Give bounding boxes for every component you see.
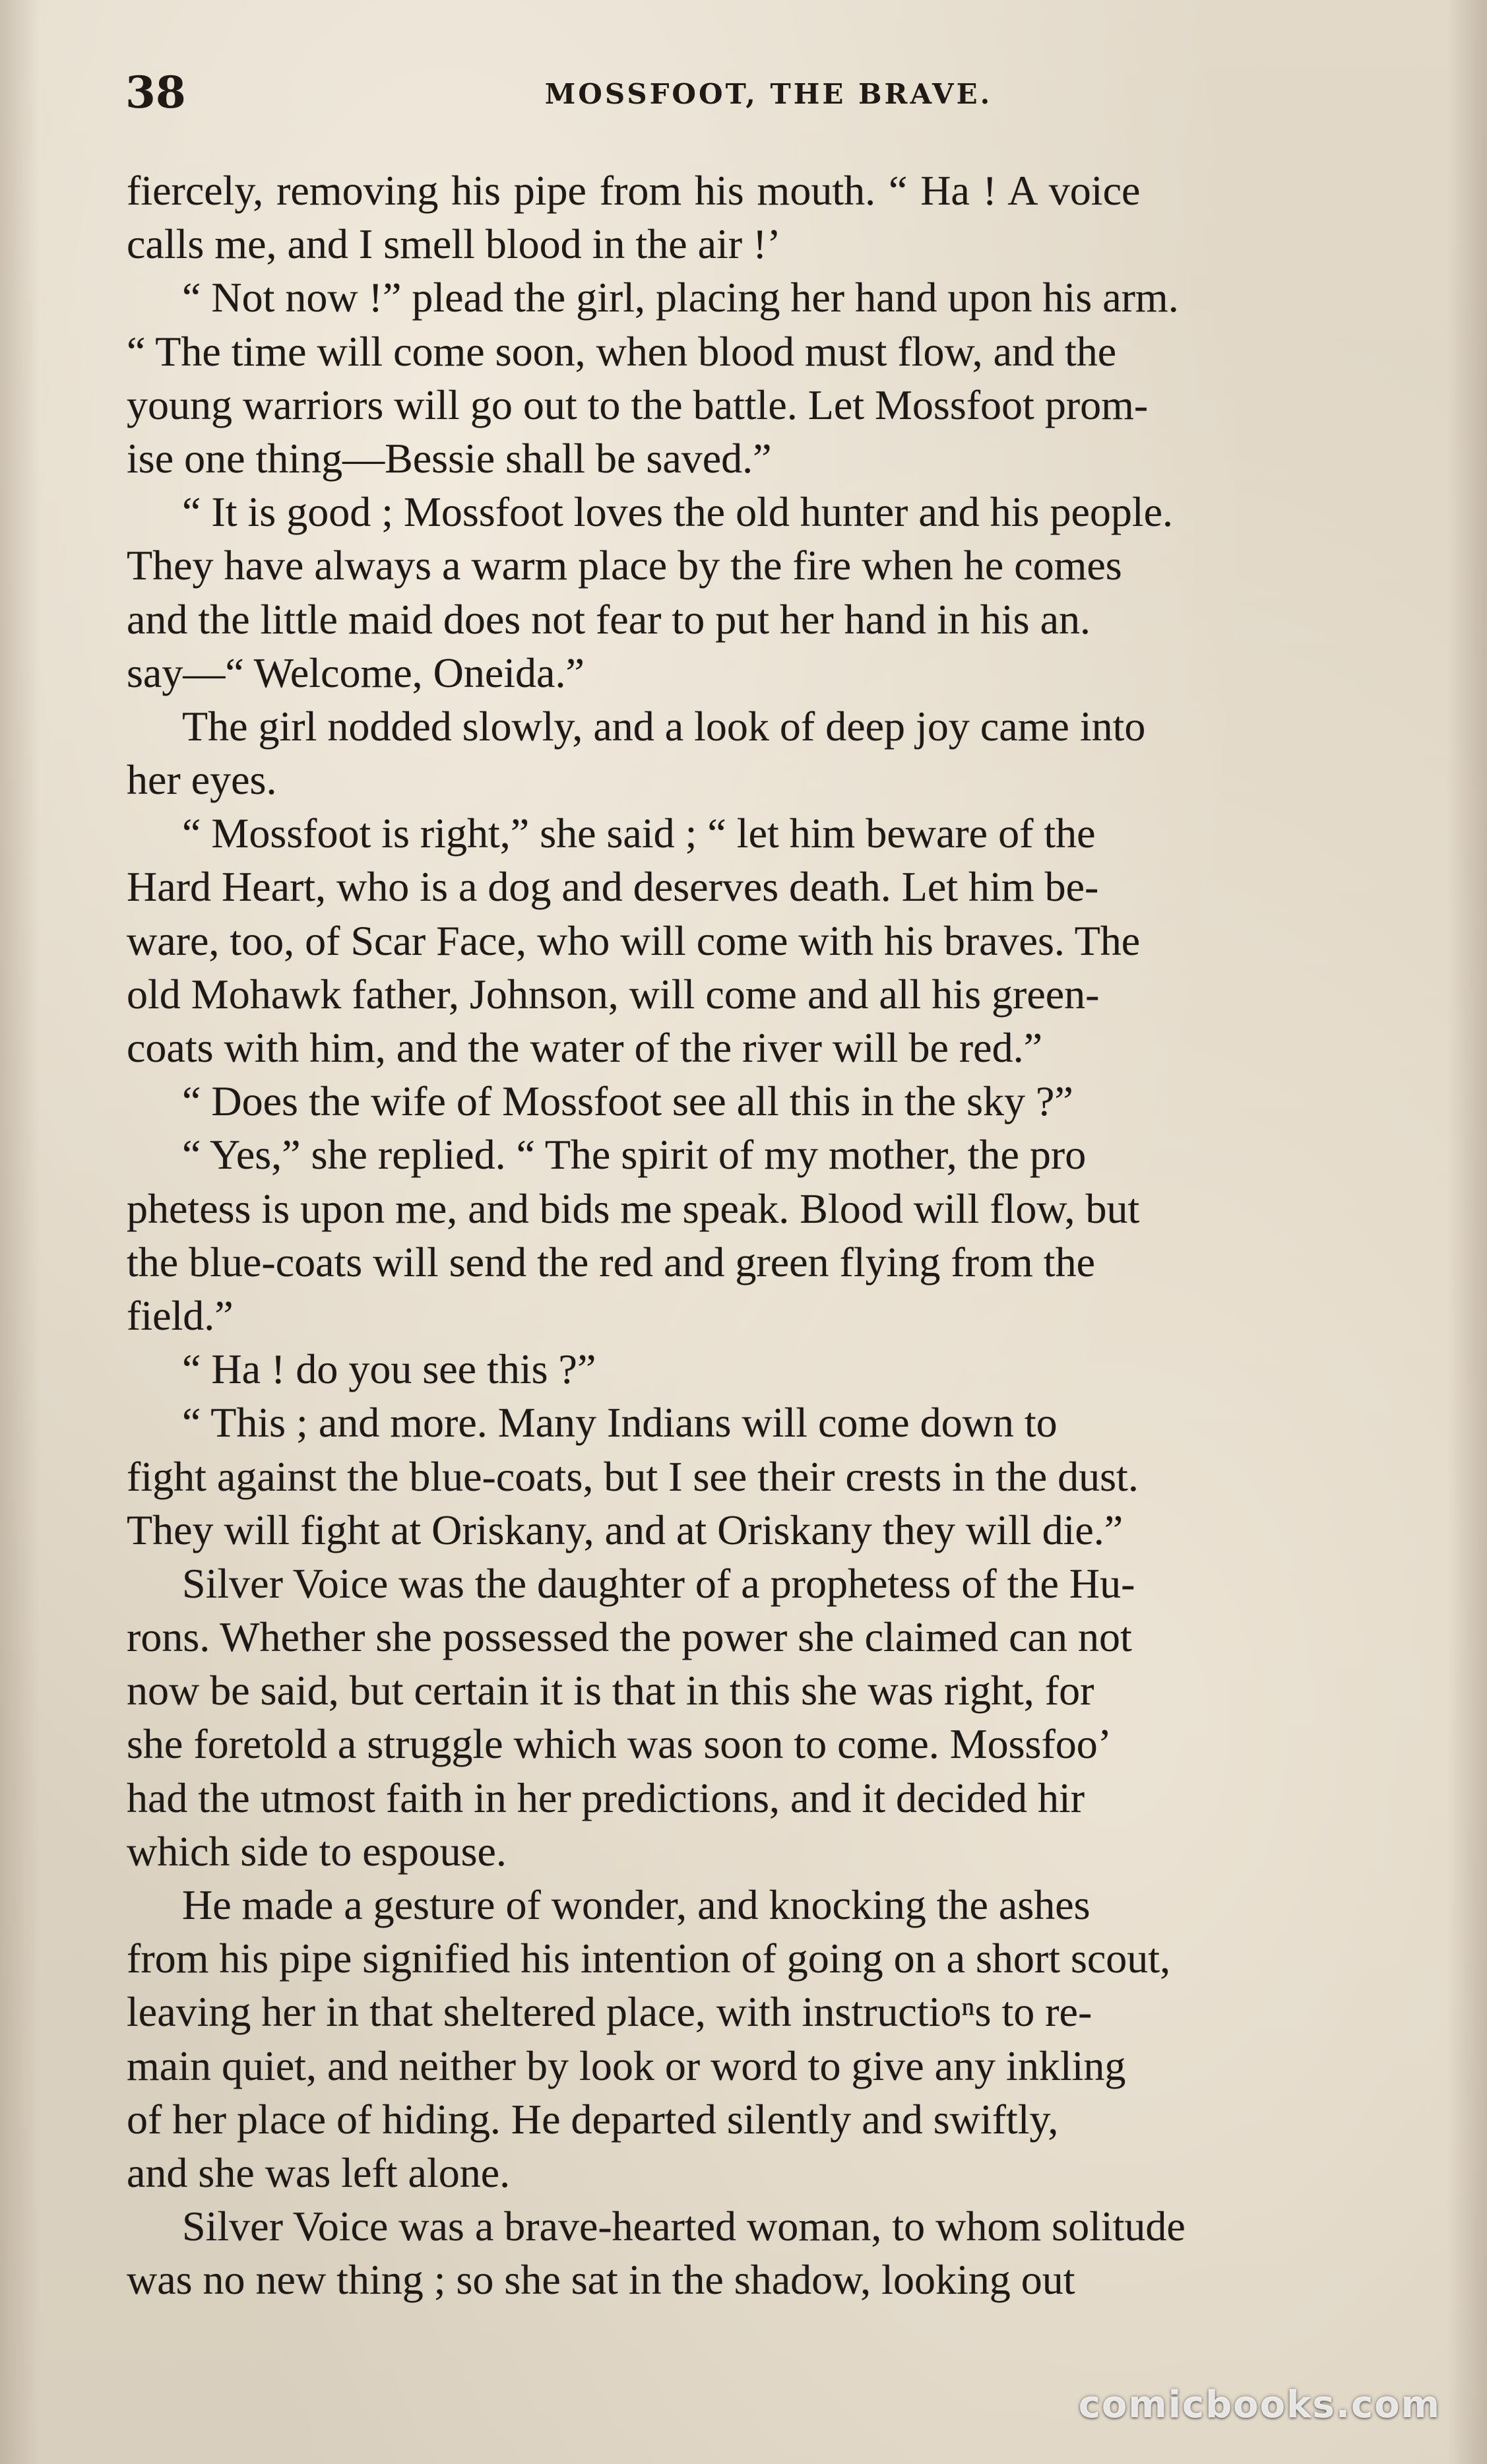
text-line: They will fight at Oriskany, and at Oriskany they will die.” [127, 1506, 1123, 1553]
text-line: “ The time will come soon, when blood must flow, and the [127, 327, 1117, 375]
text-line: the blue-coats will send the red and green flying from the [127, 1238, 1095, 1285]
text-line: was no new thing ; so she sat in the shadow, looking out [127, 2256, 1075, 2304]
text-line: The girl nodded slowly, and a look of deep joy came into [182, 702, 1146, 750]
text-line: “ This ; and more. Many Indians will come down to [182, 1399, 1058, 1446]
page-number: 38 [125, 67, 186, 118]
text-line: “ Mossfoot is right,” she said ; “ let him beware of the [182, 810, 1096, 857]
text-line: “ Yes,” she replied. “ The spirit of my mother, the pro [182, 1131, 1087, 1179]
text-line: had the utmost faith in her predictions, and it decided hir [127, 1774, 1085, 1821]
text-line: ware, too, of Scar Face, who will come with his braves. The [127, 917, 1141, 964]
text-line: Silver Voice was the daughter of a prophetess of the Hu- [182, 1559, 1135, 1607]
text-line: “ Not now !” plead the girl, placing her hand upon his arm. [182, 274, 1179, 321]
text-line: and she was left alone. [127, 2149, 511, 2196]
text-line: He made a gesture of wonder, and knocking the ashes [182, 1881, 1091, 1928]
watermark-text: comicbooks.com [1078, 2383, 1441, 2426]
text-line: her eyes. [127, 756, 277, 804]
text-line: and the little maid does not fear to put her hand in his an. [127, 595, 1091, 643]
text-line: of her place of hiding. He departed silently and swiftly, [127, 2095, 1059, 2143]
text-line: which side to espouse. [127, 1827, 507, 1875]
text-line: rons. Whether she possessed the power she claimed can not [127, 1613, 1132, 1661]
text-line: Hard Heart, who is a dog and deserves death. Let him be- [127, 863, 1099, 911]
text-line: leaving her in that sheltered place, with instructioⁿs to re- [127, 1988, 1092, 2036]
text-line: say—“ Welcome, Oneida.” [127, 649, 585, 696]
text-line: coats with him, and the water of the river will be red.” [127, 1024, 1042, 1071]
text-line: “ It is good ; Mossfoot loves the old hunter and his people. [182, 488, 1174, 536]
running-head: MOSSFOOT, THE BRAVE. [544, 78, 993, 110]
text-line: “ Ha ! do you see this ?” [182, 1345, 596, 1393]
text-line: “ Does the wife of Mossfoot see all this in the sky ?” [182, 1078, 1073, 1125]
text-line: now be said, but certain it is that in this she was right, for [127, 1667, 1094, 1714]
text-line: from his pipe signified his intention of going on a short scout, [127, 1935, 1171, 1982]
left-page-shadow [0, 0, 40, 2464]
text-line: calls me, and I smell blood in the air !’ [127, 220, 781, 268]
text-line: They have always a warm place by the fire when he comes [127, 542, 1122, 589]
text-line: fight against the blue-coats, but I see their crests in the dust. [127, 1452, 1139, 1500]
text-line: young warriors will go out to the battle. Let Mossfoot prom- [127, 381, 1149, 428]
text-line: she foretold a struggle which was soon to come. Mossfoo’ [127, 1720, 1112, 1768]
text-line: main quiet, and neither by look or word to give any inkling [127, 2042, 1126, 2089]
body-text [127, 164, 1407, 2307]
text-line: old Mohawk father, Johnson, will come and all his green- [127, 970, 1100, 1018]
text-line: fiercely, removing his pipe from his mouth. “ Ha ! A voice [127, 167, 1141, 214]
text-line: Silver Voice was a brave-hearted woman, to whom solitude [182, 2203, 1186, 2250]
page-header [125, 66, 1412, 119]
text-line: field.” [127, 1291, 234, 1339]
right-page-shadow [1447, 0, 1487, 2464]
text-line: ise one thing—Bessie shall be saved.” [127, 434, 772, 482]
text-line: phetess is upon me, and bids me speak. Blood will flow, but [127, 1184, 1140, 1232]
